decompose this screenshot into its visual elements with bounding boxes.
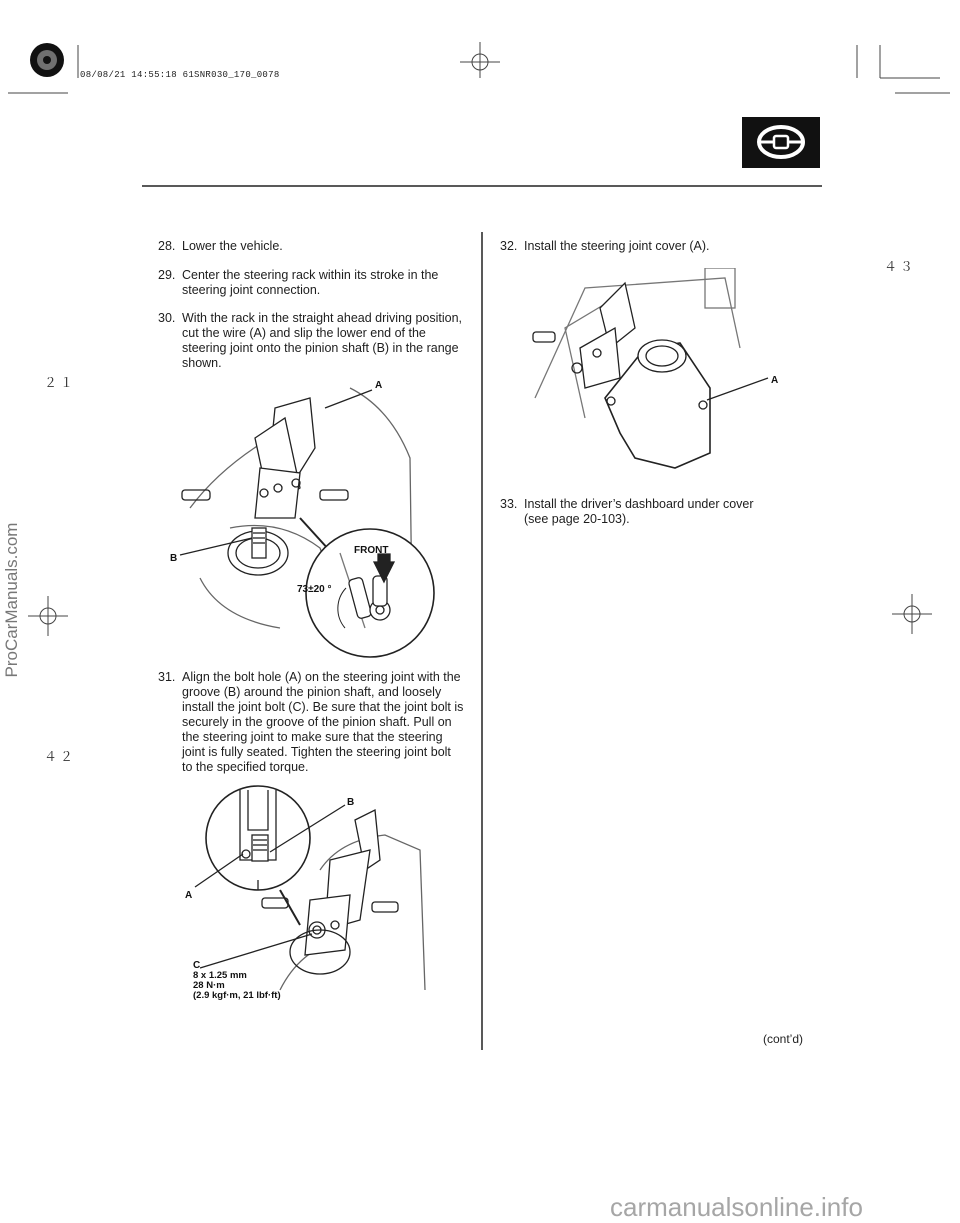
step-number: 33. [500, 497, 518, 511]
print-stamp: 08/08/21 14:55:18 61SNR030_170_0078 [80, 70, 280, 80]
step-number: 32. [500, 239, 518, 253]
figure1-angle-label: 73±20 ° [297, 584, 332, 595]
torque-nm: 28 N·m [193, 980, 225, 991]
figure2-label-a: A [185, 890, 193, 901]
registration-starburst-icon [30, 43, 64, 77]
side-number-right-top: ４３ [884, 259, 917, 274]
figure1-label-b: B [170, 553, 178, 564]
step-number: 30. [158, 311, 176, 325]
step-text: Install the driver’s dashboard under cover (see page 20-103). [524, 497, 754, 526]
steering-wheel-icon [742, 117, 820, 168]
step-number: 31. [158, 670, 176, 684]
side-number-left-bottom: ４２ [44, 749, 77, 764]
torque-kgf: (2.9 kgf·m, 21 lbf·ft) [193, 990, 281, 1001]
step-text: Lower the vehicle. [182, 239, 283, 253]
step-text: Align the bolt hole (A) on the steering joint with the groove (B) around the pinion shaft, and loosely install the joint bolt (C). Be sure that the joint bolt is securely in the groove of the pinion shaft. Pull on the steering joint to make sure that the steering joint is fully seated. Tighten the steering joint bolt to the specified torque. [182, 670, 464, 774]
torque-thread: 8 x 1.25 mm [193, 970, 247, 981]
section-icon-box [742, 117, 820, 168]
side-number-left-top: ２１ [44, 375, 77, 390]
figure-steering-joint-pinion [160, 378, 460, 658]
watermark-bottom: carmanualsonline.info [610, 1192, 863, 1222]
figure3-label-a: A [771, 375, 779, 386]
figure2-label-c: C [193, 960, 201, 971]
figure2-torque-spec [193, 971, 281, 1001]
watermark-left: ProCarManuals.com [2, 522, 21, 678]
figure1-front-label: FRONT [354, 545, 389, 556]
step-number: 29. [158, 268, 176, 282]
step-text: With the rack in the straight ahead driving position, cut the wire (A) and slip the lower end of the steering joint onto the pinion shaft (B) in the range shown. [182, 311, 463, 370]
step-text: Center the steering rack within its stroke in the steering joint connection. [182, 268, 439, 297]
figure-joint-cover [525, 268, 785, 478]
continued-label: (cont’d) [763, 1032, 804, 1046]
step-text: Install the steering joint cover (A). [524, 239, 710, 253]
step-number: 28. [158, 239, 176, 253]
figure2-label-b: B [347, 797, 355, 808]
figure1-label-a: A [375, 380, 383, 391]
